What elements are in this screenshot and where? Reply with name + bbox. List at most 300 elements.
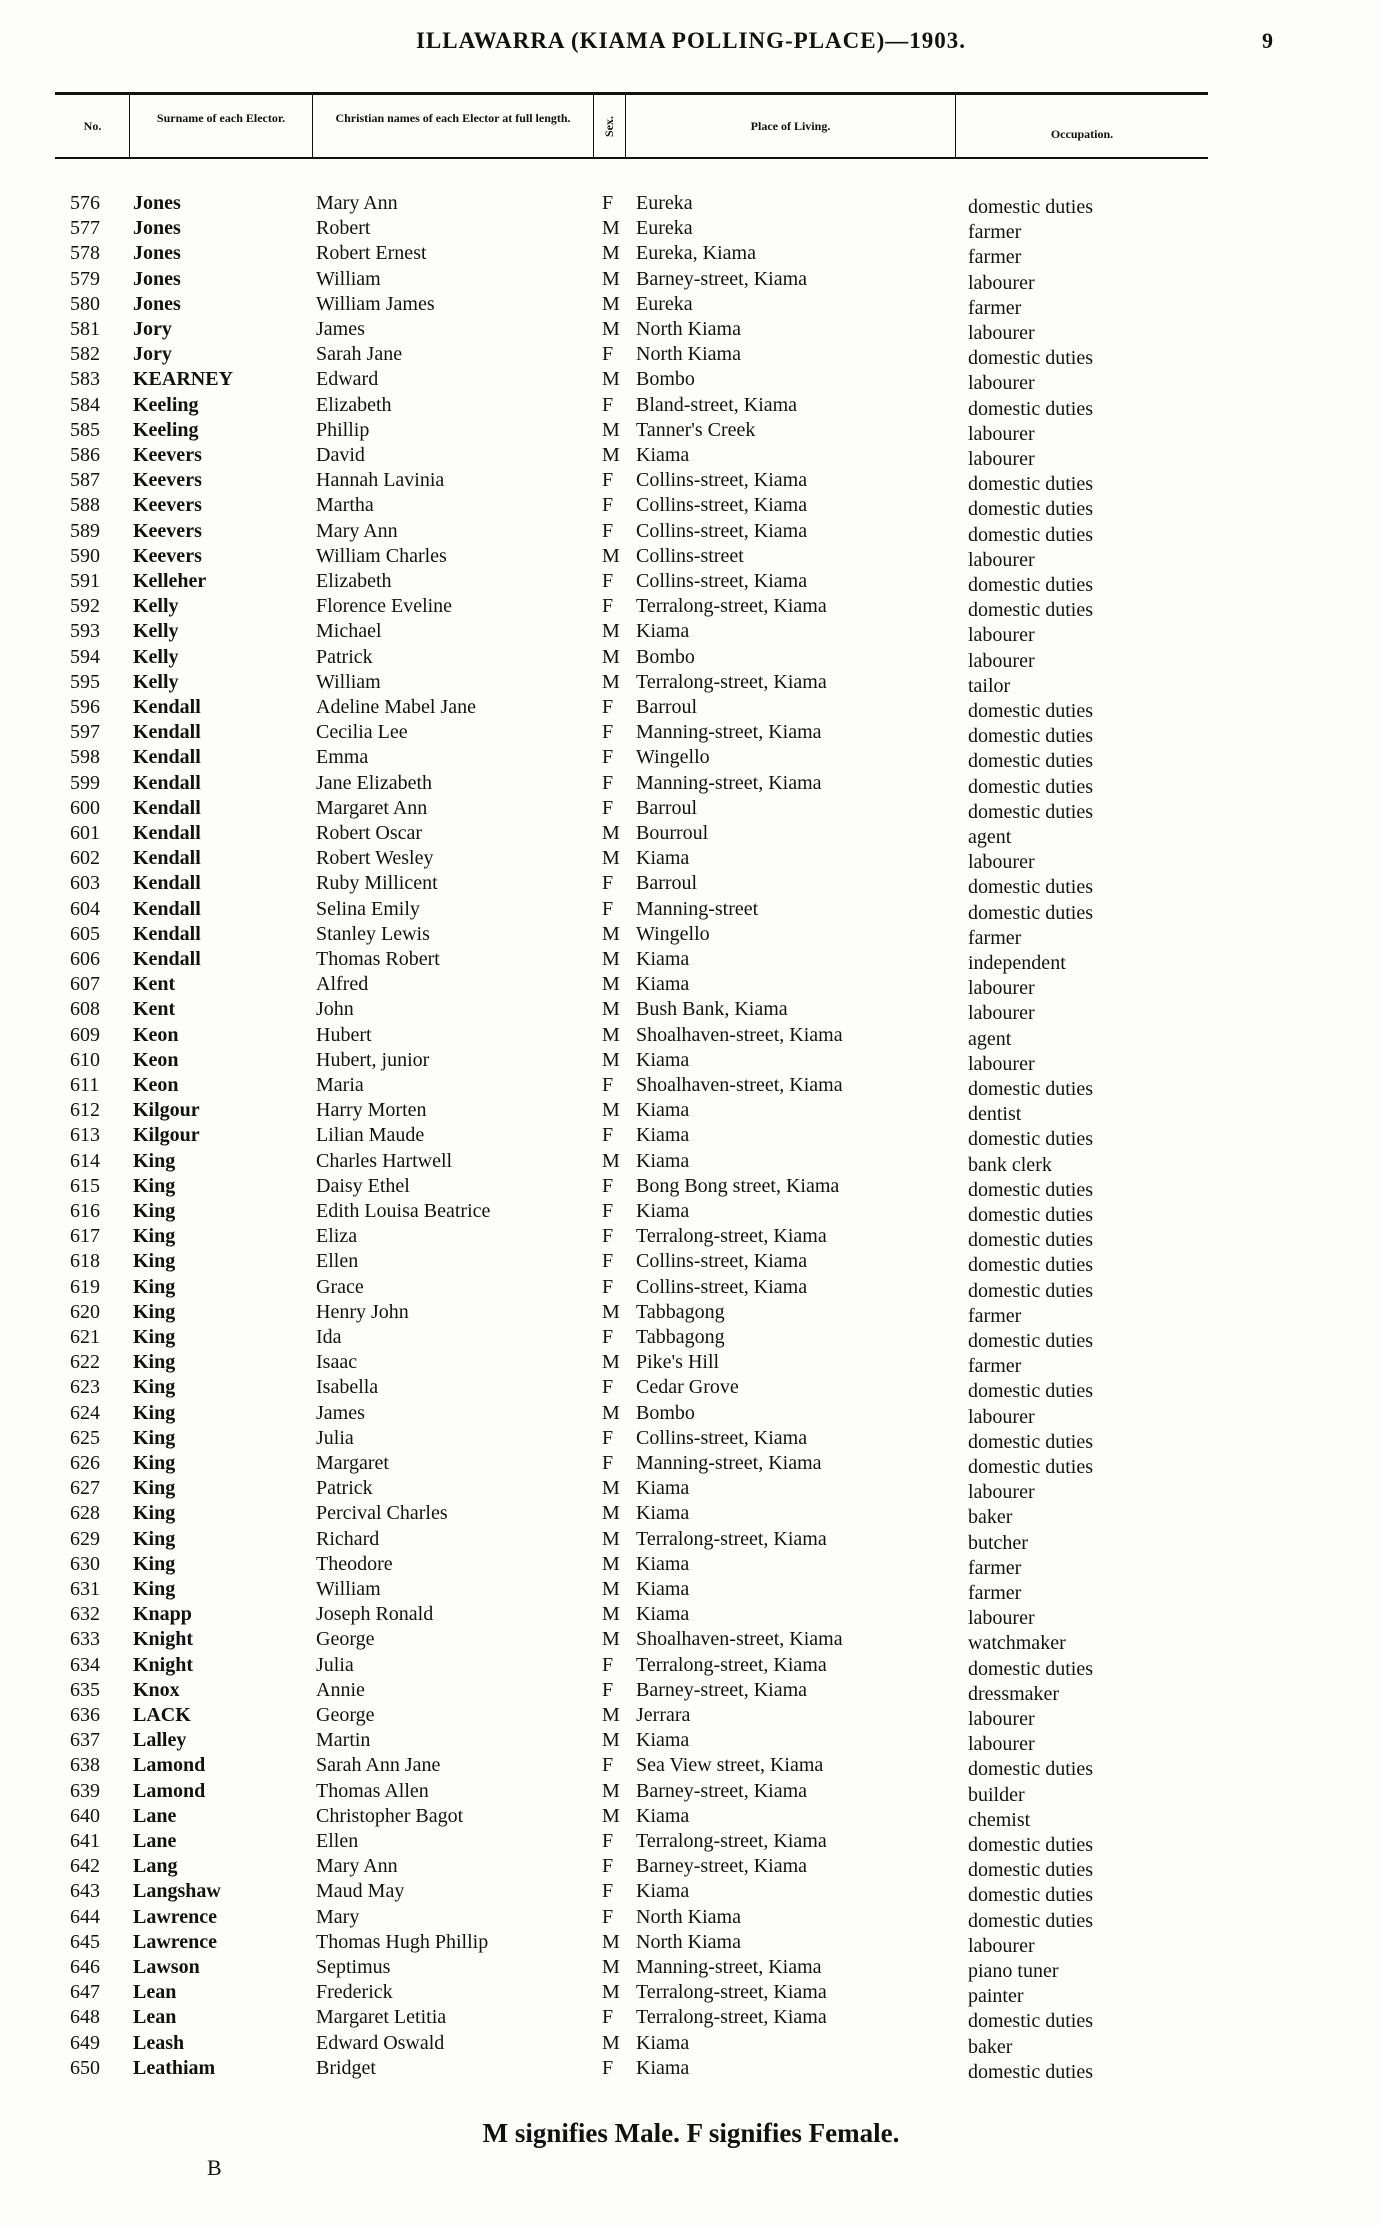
table-row [0, 1527, 1382, 1552]
elector-occupation: butcher [968, 1531, 1028, 1554]
elector-surname: Jory [133, 343, 172, 366]
elector-number: 593 [70, 620, 100, 643]
elector-surname: Keevers [133, 519, 202, 542]
elector-christian-names: Henry John [316, 1300, 409, 1323]
table-row [0, 2031, 1382, 2056]
elector-number: 616 [70, 1200, 100, 1222]
table-row [0, 1577, 1382, 1602]
elector-occupation: labourer [968, 322, 1035, 344]
elector-occupation: builder [968, 1783, 1025, 1806]
elector-surname: Lawson [133, 1956, 200, 1978]
elector-surname: Langshaw [133, 1880, 221, 1903]
elector-surname: Lawrence [133, 1930, 218, 1953]
elector-surname: King [133, 1300, 176, 1323]
elector-number: 579 [70, 267, 100, 290]
elector-place: Shoalhaven-street, Kiama [636, 1074, 843, 1096]
elector-occupation: domestic duties [968, 1884, 1093, 1907]
table-row [0, 393, 1382, 418]
elector-christian-names: Florence Eveline [316, 595, 453, 618]
elector-christian-names: Ellen [316, 1250, 359, 1273]
elector-number: 649 [70, 2031, 100, 2054]
elector-christian-names: William [316, 670, 381, 693]
elector-number: 582 [70, 343, 100, 366]
elector-sex: M [602, 973, 620, 996]
elector-occupation: labourer [968, 1934, 1035, 1957]
elector-place: Shoalhaven-street, Kiama [636, 1023, 843, 1046]
elector-number: 577 [70, 217, 100, 240]
table-row [0, 342, 1382, 370]
elector-christian-names: Mary Ann [316, 519, 398, 542]
elector-number: 604 [70, 897, 100, 920]
elector-christian-names: Richard [316, 1527, 380, 1550]
signature-mark: B [207, 2155, 222, 2180]
elector-number: 621 [70, 1326, 100, 1348]
elector-christian-names: Lilian Maude [316, 1124, 425, 1147]
table-row [0, 1199, 1382, 1224]
elector-number: 641 [70, 1830, 100, 1852]
page-number: 9 [1262, 28, 1273, 53]
elector-number: 613 [70, 1124, 100, 1147]
elector-surname: King [133, 1477, 176, 1500]
elector-place: Terralong-street, Kiama [636, 1225, 827, 1248]
table-row [0, 191, 1382, 216]
elector-place: Kiama [636, 1477, 690, 1500]
elector-sex: M [602, 217, 620, 240]
table-row [0, 720, 1382, 748]
elector-christian-names: Patrick [316, 1477, 373, 1500]
elector-surname: Kent [133, 973, 176, 996]
table-row [0, 317, 1382, 342]
elector-christian-names: Thomas Robert [316, 948, 440, 970]
table-row [0, 1627, 1382, 1655]
table-row [0, 1249, 1382, 1277]
elector-christian-names: Julia [316, 1426, 354, 1449]
table-row [0, 1350, 1382, 1378]
elector-occupation: domestic duties [968, 498, 1093, 521]
elector-place: Tabbagong [636, 1326, 725, 1348]
elector-number: 629 [70, 1527, 100, 1550]
elector-surname: Lane [133, 1804, 177, 1827]
elector-surname: Lean [133, 1981, 177, 2004]
elector-occupation: domestic duties [968, 750, 1093, 773]
elector-christian-names: Isaac [316, 1351, 358, 1374]
elector-sex: M [602, 1704, 620, 1726]
table-row [0, 1426, 1382, 1451]
elector-number: 632 [70, 1603, 100, 1626]
table-row [0, 1325, 1382, 1350]
elector-christian-names: Mary Ann [316, 192, 398, 214]
elector-occupation: labourer [968, 1405, 1035, 1428]
elector-number: 615 [70, 1174, 100, 1197]
elector-christian-names: James [316, 1401, 365, 1424]
table-row [0, 1678, 1382, 1703]
elector-christian-names: Charles Hartwell [316, 1149, 453, 1172]
elector-number: 648 [70, 2006, 100, 2029]
elector-place: Eureka [636, 192, 693, 214]
elector-surname: Jones [133, 192, 181, 214]
elector-occupation: farmer [968, 1582, 1022, 1604]
elector-place: Collins-street, Kiama [636, 519, 808, 542]
elector-sex: M [602, 1099, 620, 1122]
elector-place: Eureka, Kiama [636, 242, 756, 265]
elector-christian-names: Patrick [316, 645, 373, 668]
elector-sex: F [602, 343, 614, 366]
elector-place: Sea View street, Kiama [636, 1754, 824, 1777]
elector-sex: F [602, 494, 614, 517]
elector-christian-names: Michael [316, 620, 382, 643]
table-row [0, 1602, 1382, 1630]
elector-christian-names: Alfred [316, 973, 369, 996]
elector-number: 592 [70, 595, 100, 618]
elector-sex: F [602, 1452, 614, 1474]
elector-sex: F [602, 796, 614, 819]
elector-sex: M [602, 620, 620, 643]
header-occupation: Occupation. [1050, 126, 1114, 141]
elector-christian-names: Eliza [316, 1225, 358, 1248]
elector-christian-names: Sarah Ann Jane [316, 1754, 441, 1777]
elector-surname: Kelly [133, 620, 179, 643]
elector-surname: Kendall [133, 771, 201, 794]
elector-number: 584 [70, 393, 100, 416]
table-row [0, 619, 1382, 647]
elector-surname: Lean [133, 2006, 177, 2029]
elector-sex: F [602, 1754, 614, 1777]
elector-number: 595 [70, 670, 100, 693]
elector-sex: F [602, 1174, 614, 1197]
elector-surname: King [133, 1401, 176, 1424]
elector-number: 590 [70, 544, 100, 567]
elector-surname: Lang [133, 1855, 178, 1878]
elector-christian-names: Bridget [316, 2056, 376, 2079]
elector-christian-names: Thomas Allen [316, 1779, 429, 1802]
elector-number: 619 [70, 1275, 100, 1298]
elector-place: Kiama [636, 1124, 690, 1147]
elector-number: 594 [70, 645, 100, 668]
elector-occupation: domestic duties [968, 1204, 1093, 1226]
table-row [0, 1451, 1382, 1476]
elector-christian-names: Robert [316, 217, 371, 240]
elector-surname: Jones [133, 217, 181, 240]
elector-sex: M [602, 1603, 620, 1626]
elector-occupation: domestic duties [968, 196, 1093, 218]
table-row [0, 1829, 1382, 1854]
elector-occupation: domestic duties [968, 1456, 1093, 1478]
elector-number: 650 [70, 2056, 100, 2079]
elector-occupation: labourer [968, 1052, 1035, 1075]
elector-christian-names: Frederick [316, 1981, 393, 2004]
elector-sex: F [602, 696, 614, 718]
elector-surname: Kendall [133, 872, 201, 895]
elector-occupation: dressmaker [968, 1682, 1060, 1705]
elector-place: Kiama [636, 1578, 690, 1600]
table-row [0, 1174, 1382, 1199]
elector-surname: King [133, 1250, 176, 1273]
header-sex-label: Sex. [602, 115, 616, 137]
elector-christian-names: Hubert [316, 1023, 372, 1046]
elector-place: Kiama [636, 1729, 690, 1752]
elector-sex: M [602, 1779, 620, 1802]
elector-occupation: farmer [968, 1355, 1022, 1378]
elector-sex: F [602, 1376, 614, 1399]
table-row [0, 1275, 1382, 1300]
elector-occupation: labourer [968, 624, 1035, 647]
elector-place: Kiama [636, 1149, 690, 1172]
elector-surname: King [133, 1578, 176, 1600]
elector-place: Collins-street [636, 544, 744, 567]
elector-surname: King [133, 1200, 176, 1222]
elector-christian-names: Mary Ann [316, 1855, 398, 1878]
elector-christian-names: Maria [316, 1074, 364, 1096]
elector-christian-names: Thomas Hugh Phillip [316, 1930, 489, 1953]
elector-occupation: labourer [968, 851, 1035, 874]
elector-sex: M [602, 1981, 620, 2004]
elector-occupation: labourer [968, 977, 1035, 1000]
table-row [0, 897, 1382, 922]
elector-number: 644 [70, 1905, 100, 1928]
elector-number: 591 [70, 570, 100, 592]
elector-occupation: chemist [968, 1808, 1031, 1831]
elector-occupation: labourer [968, 271, 1035, 294]
elector-number: 636 [70, 1704, 100, 1726]
elector-sex: M [602, 267, 620, 290]
table-row [0, 1123, 1382, 1151]
elector-christian-names: Edward Oswald [316, 2031, 445, 2054]
elector-number: 602 [70, 847, 100, 870]
elector-surname: King [133, 1452, 176, 1474]
elector-number: 588 [70, 494, 100, 517]
elector-place: Terralong-street, Kiama [636, 670, 827, 693]
elector-place: Barroul [636, 696, 698, 718]
table-row [0, 594, 1382, 622]
table-row [0, 367, 1382, 395]
elector-occupation: domestic duties [968, 1657, 1093, 1680]
elector-surname: Kendall [133, 922, 201, 945]
elector-sex: F [602, 1275, 614, 1298]
elector-christian-names: Margaret [316, 1452, 389, 1474]
elector-surname: Lalley [133, 1729, 187, 1752]
elector-place: Kiama [636, 1804, 690, 1827]
elector-christian-names: Selina Emily [316, 897, 420, 920]
elector-sex: M [602, 1628, 620, 1651]
elector-place: Kiama [636, 1502, 690, 1525]
elector-occupation: domestic duties [968, 901, 1093, 924]
elector-number: 640 [70, 1804, 100, 1827]
elector-number: 633 [70, 1628, 100, 1651]
elector-occupation: agent [968, 1027, 1012, 1050]
elector-occupation: domestic duties [968, 1909, 1093, 1932]
elector-surname: Knox [133, 1678, 180, 1701]
elector-sex: M [602, 1401, 620, 1424]
elector-place: Bourroul [636, 822, 709, 844]
elector-place: Kiama [636, 1200, 690, 1222]
elector-place: Bombo [636, 1401, 695, 1424]
table-row [0, 468, 1382, 496]
elector-christian-names: John [316, 998, 354, 1021]
elector-surname: Keevers [133, 469, 202, 492]
elector-surname: King [133, 1174, 176, 1197]
elector-christian-names: William [316, 267, 381, 290]
elector-christian-names: George [316, 1628, 375, 1651]
elector-place: Wingello [636, 746, 710, 769]
elector-number: 637 [70, 1729, 100, 1752]
elector-place: Kiama [636, 1552, 690, 1575]
elector-surname: Keevers [133, 494, 202, 517]
elector-number: 601 [70, 822, 100, 844]
table-row [0, 1375, 1382, 1403]
elector-number: 598 [70, 746, 100, 769]
elector-surname: Kelly [133, 595, 179, 618]
elector-surname: King [133, 1552, 176, 1575]
elector-occupation: domestic duties [968, 347, 1093, 370]
elector-number: 625 [70, 1426, 100, 1449]
table-row [0, 1653, 1382, 1678]
elector-occupation: domestic duties [968, 397, 1093, 420]
elector-surname: King [133, 1275, 176, 1298]
elector-surname: KEARNEY [133, 368, 234, 391]
elector-sex: F [602, 595, 614, 618]
elector-surname: Keevers [133, 544, 202, 567]
elector-number: 612 [70, 1099, 100, 1122]
elector-sex: F [602, 897, 614, 920]
elector-christian-names: Christopher Bagot [316, 1804, 464, 1827]
elector-number: 643 [70, 1880, 100, 1903]
elector-sex: M [602, 292, 620, 315]
elector-place: Kiama [636, 2031, 690, 2054]
elector-occupation: domestic duties [968, 876, 1093, 899]
elector-occupation: farmer [968, 1556, 1022, 1579]
elector-occupation: domestic duties [968, 725, 1093, 748]
elector-christian-names: William Charles [316, 544, 447, 567]
elector-sex: F [602, 1124, 614, 1147]
table-row [0, 846, 1382, 874]
elector-place: Terralong-street, Kiama [636, 1653, 827, 1676]
elector-surname: Leash [133, 2031, 185, 2054]
table-row [0, 947, 1382, 972]
elector-surname: Kendall [133, 897, 201, 920]
elector-place: Kiama [636, 1048, 690, 1071]
elector-number: 578 [70, 242, 100, 265]
elector-sex: F [602, 771, 614, 794]
elector-sex: F [602, 1678, 614, 1701]
elector-occupation: labourer [968, 1708, 1035, 1730]
elector-surname: Keon [133, 1074, 179, 1096]
elector-sex: F [602, 1880, 614, 1903]
elector-number: 581 [70, 318, 100, 340]
elector-number: 609 [70, 1023, 100, 1046]
elector-place: Barroul [636, 872, 698, 895]
elector-number: 617 [70, 1225, 100, 1248]
elector-occupation: domestic duties [968, 800, 1093, 823]
elector-occupation: watchmaker [968, 1632, 1066, 1655]
elector-christian-names: William [316, 1578, 381, 1600]
elector-christian-names: Harry Morten [316, 1099, 427, 1122]
elector-number: 580 [70, 292, 100, 315]
elector-surname: Lane [133, 1830, 177, 1852]
elector-christian-names: Mary [316, 1905, 360, 1928]
elector-occupation: painter [968, 1985, 1024, 2008]
elector-place: Bush Bank, Kiama [636, 998, 788, 1021]
elector-place: Kiama [636, 847, 690, 870]
elector-surname: Kendall [133, 948, 201, 970]
elector-number: 622 [70, 1351, 100, 1374]
elector-number: 626 [70, 1452, 100, 1474]
header-sex [594, 100, 625, 152]
elector-place: Eureka [636, 217, 693, 240]
elector-sex: M [602, 670, 620, 693]
elector-occupation: farmer [968, 246, 1022, 269]
elector-surname: Knight [133, 1653, 194, 1676]
elector-christian-names: Ellen [316, 1830, 359, 1852]
elector-occupation: bank clerk [968, 1153, 1052, 1176]
elector-sex: F [602, 1326, 614, 1348]
elector-place: Kiama [636, 1603, 690, 1626]
elector-place: Kiama [636, 973, 690, 996]
elector-place: Terralong-street, Kiama [636, 595, 827, 618]
table-row [0, 1073, 1382, 1098]
elector-surname: Lamond [133, 1754, 206, 1777]
elector-occupation: labourer [968, 1002, 1035, 1025]
table-row [0, 1728, 1382, 1756]
elector-sex: F [602, 2056, 614, 2079]
elector-place: North Kiama [636, 343, 741, 366]
table-row [0, 1300, 1382, 1325]
sex-legend: M signifies Male. F signifies Female. [482, 2118, 900, 2148]
elector-occupation: domestic duties [968, 1859, 1093, 1882]
elector-place: Collins-street, Kiama [636, 494, 808, 517]
elector-surname: Kilgour [133, 1099, 200, 1122]
elector-number: 639 [70, 1779, 100, 1802]
elector-christian-names: Maud May [316, 1880, 405, 1903]
elector-occupation: domestic duties [968, 1834, 1093, 1856]
elector-place: Barney-street, Kiama [636, 267, 808, 290]
elector-sex: M [602, 948, 620, 970]
elector-surname: King [133, 1225, 176, 1248]
elector-surname: King [133, 1326, 176, 1348]
elector-occupation: labourer [968, 1481, 1035, 1504]
elector-place: North Kiama [636, 318, 741, 340]
elector-sex: M [602, 1956, 620, 1978]
table-header [0, 100, 1382, 152]
elector-occupation: farmer [968, 296, 1022, 319]
elector-christian-names: George [316, 1704, 375, 1726]
elector-surname: LACK [133, 1704, 191, 1726]
elector-christian-names: James [316, 318, 365, 340]
table-row [0, 1879, 1382, 1907]
elector-sex: M [602, 1930, 620, 1953]
elector-christian-names: Robert Wesley [316, 847, 434, 870]
table-row [0, 1048, 1382, 1073]
elector-number: 585 [70, 418, 100, 441]
elector-occupation: domestic duties [968, 574, 1093, 596]
elector-number: 576 [70, 192, 100, 214]
elector-occupation: domestic duties [968, 473, 1093, 496]
elector-sex: F [602, 1855, 614, 1878]
elector-sex: M [602, 1804, 620, 1827]
elector-occupation: domestic duties [968, 1078, 1093, 1100]
elector-place: Kiama [636, 620, 690, 643]
elector-number: 586 [70, 444, 100, 466]
elector-sex: M [602, 318, 620, 340]
elector-sex: M [602, 444, 620, 466]
elector-christian-names: Percival Charles [316, 1502, 448, 1525]
header-christian-names: Christian names of each Elector at full length. [335, 110, 571, 125]
elector-sex: M [602, 1552, 620, 1575]
elector-sex: M [602, 645, 620, 668]
elector-number: 623 [70, 1376, 100, 1399]
elector-number: 589 [70, 519, 100, 542]
elector-number: 628 [70, 1502, 100, 1525]
elector-christian-names: Annie [316, 1678, 365, 1701]
